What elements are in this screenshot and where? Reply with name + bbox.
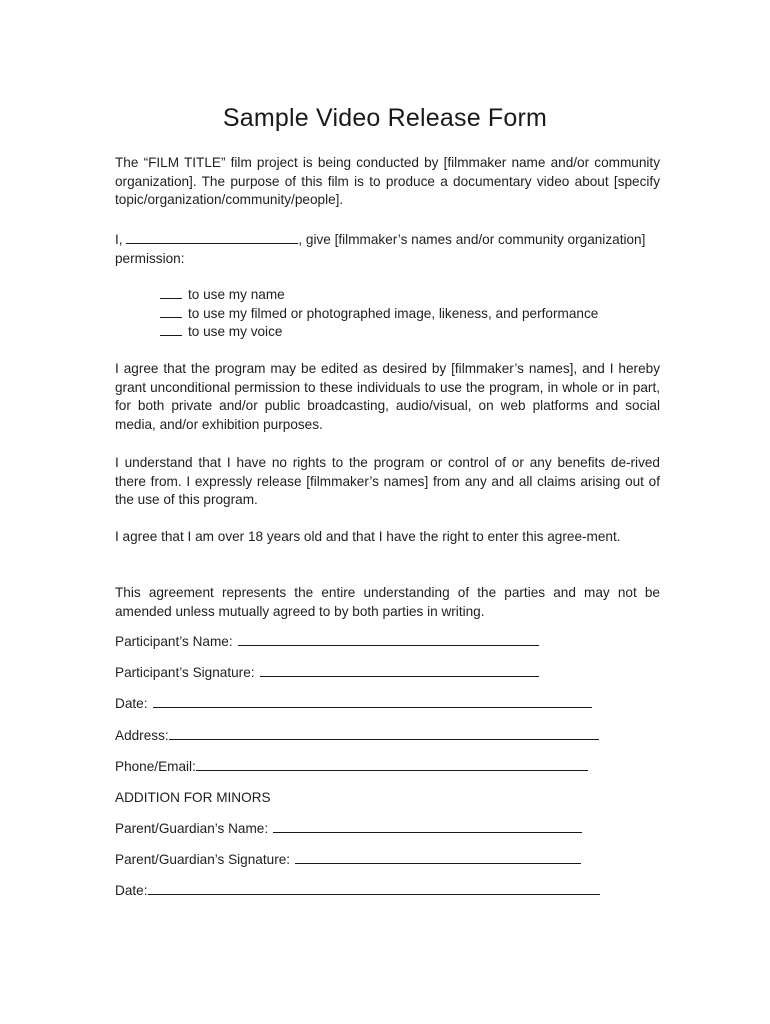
participant-signature-line[interactable] (260, 664, 539, 677)
checklist-item-voice (160, 323, 598, 342)
permission-checklist (160, 286, 598, 342)
participant-name-label: Participant’s Name: (115, 634, 233, 649)
edit-permission-paragraph: I agree that the program may be edited as desired by [filmmaker’s names], and I hereby grant unconditional permission to these individuals to use the program, in whole or in part, for both private and/or public broadcasting, audio/visual, on web platforms and social media, and/or exhibition purposes. (115, 361, 660, 432)
entire-agreement-paragraph: This agreement represents the entire understanding of the parties and may not be amended unless mutually agreed to by both parties in writing. (115, 585, 660, 619)
guardian-name-line[interactable] (273, 820, 582, 833)
checklist-label: to use my filmed or photographed image, likeness, and performance (188, 305, 599, 321)
guardian-signature-field (115, 851, 581, 869)
checklist-item-name (160, 286, 598, 305)
permission-suffix: , give [filmmaker’s names and/or community organization] permission: (115, 232, 646, 266)
guardian-date-line[interactable] (148, 882, 600, 895)
checkbox-blank[interactable] (160, 323, 182, 336)
address-line[interactable] (169, 727, 599, 740)
address-label: Address: (115, 728, 169, 743)
guardian-name-label: Parent/Guardian’s Name: (115, 821, 269, 836)
guardian-signature-line[interactable] (295, 851, 581, 864)
phone-email-field (115, 758, 588, 776)
checkbox-blank[interactable] (160, 305, 182, 318)
date-field (115, 695, 592, 713)
permission-paragraph (115, 230, 660, 268)
rights-paragraph: I understand that I have no rights to the program or control of or any benefits de-rived there from. I expressly release [filmmaker’s names] from any and all claims arising out of the use of this program. (115, 455, 660, 508)
checklist-label: to use my voice (188, 324, 283, 340)
age-paragraph: I agree that I am over 18 years old and that I have the right to enter this agree-ment. (115, 529, 621, 544)
guardian-name-field (115, 820, 582, 838)
participant-name-blank[interactable] (126, 230, 298, 244)
document-title: Sample Video Release Form (222, 104, 548, 132)
guardian-date-label: Date: (115, 883, 148, 898)
date-line[interactable] (153, 695, 592, 708)
participant-name-line[interactable] (238, 633, 539, 646)
intro-paragraph: The “FILM TITLE” film project is being conducted by [filmmaker name and/or community organization]. The purpose of this film is to produce a documentary video about [specify topic/organization/community/people]. (115, 155, 660, 208)
phone-email-line[interactable] (196, 758, 588, 771)
checkbox-blank[interactable] (160, 286, 182, 299)
guardian-date-field (115, 882, 600, 900)
participant-signature-field (115, 664, 539, 682)
minors-heading: ADDITION FOR MINORS (115, 790, 271, 805)
address-field (115, 727, 599, 745)
checklist-item-image (160, 305, 598, 324)
phone-email-label: Phone/Email: (115, 759, 196, 774)
permission-prefix: I, (115, 232, 123, 247)
date-label: Date: (115, 696, 148, 711)
participant-name-field (115, 633, 539, 651)
participant-signature-label: Participant’s Signature: (115, 665, 255, 680)
checklist-label: to use my name (188, 287, 285, 302)
guardian-signature-label: Parent/Guardian’s Signature: (115, 852, 291, 867)
